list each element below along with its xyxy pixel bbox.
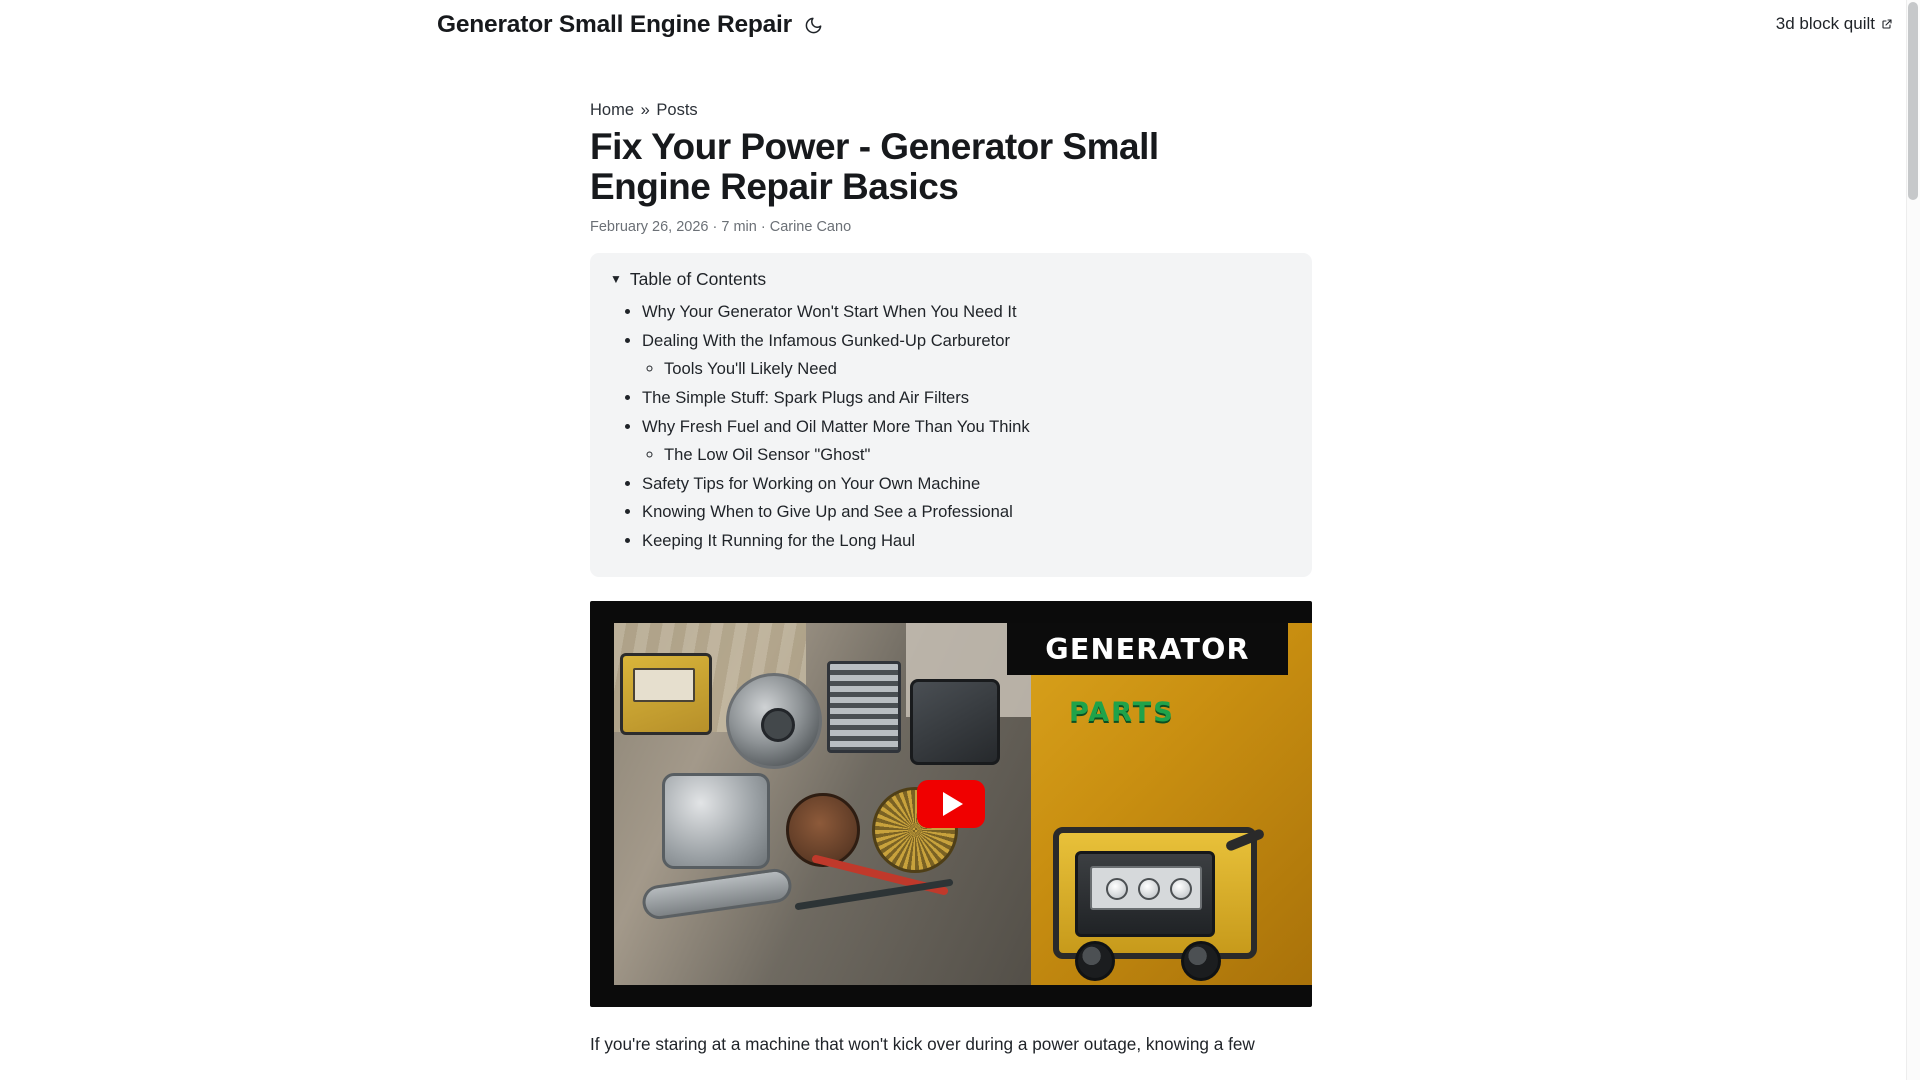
crankshaft-part xyxy=(640,867,793,922)
list-item[interactable] xyxy=(664,357,1292,381)
toc-link[interactable]: Safety Tips for Working on Your Own Machine xyxy=(642,473,981,493)
toc-link[interactable]: Dealing With the Infamous Gunked-Up Carburetor xyxy=(642,330,1011,350)
external-link-icon xyxy=(1881,18,1893,30)
parts-badge-text: PARTS xyxy=(1069,697,1175,729)
video-title-overlay xyxy=(1007,623,1288,675)
header-link[interactable] xyxy=(1776,14,1893,34)
list-item[interactable] xyxy=(642,415,1292,468)
header-link-label: 3d block quilt xyxy=(1775,14,1875,33)
toc-link[interactable]: Why Your Generator Won't Start When You Need It xyxy=(642,302,1017,322)
table-of-contents xyxy=(590,253,1312,577)
generator-outlet xyxy=(1138,878,1160,900)
list-item[interactable] xyxy=(642,329,1292,382)
scrollbar-thumb[interactable] xyxy=(1908,2,1918,200)
video-embed[interactable] xyxy=(590,601,1312,1007)
list-item[interactable] xyxy=(664,443,1292,467)
generator-wheel xyxy=(1075,941,1115,981)
article-paragraph: If you're staring at a machine that won't kick over during a power outage, knowing a few xyxy=(590,1034,1255,1055)
toc-link[interactable]: Keeping It Running for the Long Haul xyxy=(642,530,916,550)
toc-link[interactable]: Why Fresh Fuel and Oil Matter More Than You Think xyxy=(642,416,1030,436)
list-item[interactable] xyxy=(642,529,1292,553)
moon-icon[interactable] xyxy=(802,14,824,36)
toc-toggle[interactable] xyxy=(610,269,1292,290)
generator-outlet xyxy=(1170,878,1192,900)
site-branding xyxy=(437,12,824,39)
toc-sublist xyxy=(642,357,1292,381)
generator-wheel xyxy=(1181,941,1221,981)
breadcrumb-separator: » xyxy=(640,101,650,119)
site-header xyxy=(0,0,1920,59)
post-meta: February 26, 2026 · 7 min · Carine Cano xyxy=(590,219,852,236)
control-panel-part xyxy=(620,653,712,735)
scrollbar[interactable] xyxy=(1906,0,1920,1080)
play-button-icon[interactable] xyxy=(917,780,985,828)
fuel-tank-part xyxy=(910,679,1000,765)
list-item[interactable] xyxy=(642,472,1292,496)
page-title: Fix Your Power - Generator Small Engine Repair Basics xyxy=(590,126,1159,208)
toc-link[interactable]: Knowing When to Give Up and See a Professional xyxy=(642,502,1013,522)
toc-label: Table of Contents xyxy=(629,269,767,290)
black-wire-part xyxy=(794,879,953,911)
breadcrumb xyxy=(590,100,1312,121)
triangle-down-icon: ▼ xyxy=(610,271,622,286)
breadcrumb-home[interactable]: Home xyxy=(590,101,635,119)
toc-sublink[interactable]: Tools You'll Likely Need xyxy=(664,359,837,379)
site-title[interactable]: Generator Small Engine Repair xyxy=(437,11,793,38)
generator-control-face xyxy=(1090,866,1202,910)
generator-product-panel xyxy=(1031,623,1312,985)
flywheel-part xyxy=(726,673,822,769)
generator-illustration xyxy=(1049,811,1261,981)
list-item[interactable] xyxy=(642,300,1292,324)
engine-cover-part xyxy=(662,773,770,869)
video-title-text: GENERATOR xyxy=(1045,632,1250,666)
toc-sublist xyxy=(642,443,1292,467)
breadcrumb-posts[interactable]: Posts xyxy=(656,101,698,119)
generator-outlet xyxy=(1106,878,1128,900)
list-item[interactable] xyxy=(642,500,1292,524)
list-item[interactable] xyxy=(642,386,1292,410)
article-container xyxy=(590,100,1312,1058)
toc-sublink[interactable]: The Low Oil Sensor "Ghost" xyxy=(664,445,871,465)
generator-body xyxy=(1075,851,1215,937)
toc-list xyxy=(610,300,1292,552)
cylinder-head-part xyxy=(827,661,901,753)
toc-link[interactable]: The Simple Stuff: Spark Plugs and Air Filters xyxy=(642,387,970,407)
